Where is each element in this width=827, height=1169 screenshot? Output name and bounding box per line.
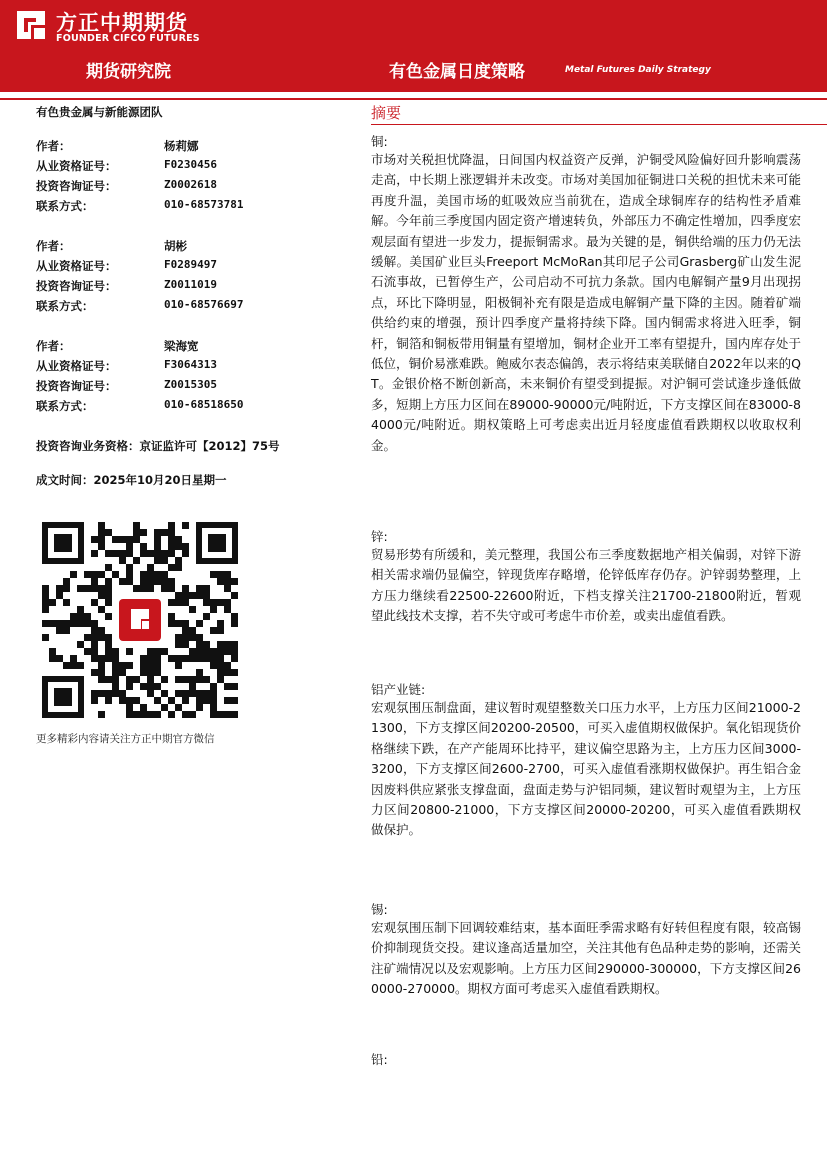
analyst-2-invest-row <box>36 278 356 296</box>
section-heading: 铜: <box>371 134 388 149</box>
contact-label: 联系方式： <box>36 199 94 213</box>
analyst-3-qual-row <box>36 358 356 376</box>
wechat-qr-code-icon[interactable] <box>42 522 238 718</box>
section-lead <box>371 1052 801 1068</box>
section-copper <box>371 134 801 456</box>
author-name: 胡彬 <box>164 239 187 253</box>
logo-chinese-name: 方正中期期货 <box>56 11 188 35</box>
section-heading: 锡: <box>371 902 388 917</box>
invest-label: 投资咨询证号： <box>36 179 117 193</box>
author-name: 梁海宽 <box>164 339 199 353</box>
contact-label: 联系方式： <box>36 399 94 413</box>
section-text: 宏观氛围压制盘面，建议暂时观望整数关口压力水平，上方压力区间21000-21300，下方支撑区间20200-20500，可买入虚值期权做保护。氧化铝现货价格继续下跌，在产产能周环比持平，建议偏空思路为主，上方压力区间3000-3200，下方支撑区间2600-2700，可买入虚值看涨期权做保护。再生铝合金因废料供应紧张支撑盘面，盘面走势与沪铝同频，建议暂时观望为主，上方压力区间20800-21000，下方支撑区间20000-20200，可买入虚值看跌期权做保护。 <box>371 700 801 838</box>
contact-label: 联系方式： <box>36 299 94 313</box>
analyst-1-qual-row <box>36 158 356 176</box>
section-heading: 锌: <box>371 529 388 544</box>
analyst-1-author-row <box>36 138 356 156</box>
section-heading: 铝产业链: <box>371 682 426 697</box>
analyst-3-contact-row <box>36 398 356 416</box>
analyst-3-invest-row <box>36 378 356 396</box>
contact-phone: 010-68576697 <box>164 298 244 311</box>
license-info: 投资咨询业务资格：京证监许可【2012】75号 <box>36 439 280 453</box>
abstract-divider <box>371 124 827 125</box>
qual-label: 从业资格证号： <box>36 159 117 173</box>
analyst-2-contact-row <box>36 298 356 316</box>
invest-number: Z0015305 <box>164 378 217 391</box>
author-label: 作者： <box>36 239 71 253</box>
logo-english-name: FOUNDER CIFCO FUTURES <box>56 33 200 44</box>
contact-phone: 010-68518650 <box>164 398 244 411</box>
abstract-title: 摘要 <box>371 104 402 122</box>
invest-label: 投资咨询证号： <box>36 279 117 293</box>
section-text: 贸易形势有所缓和，美元整理，我国公布三季度数据地产相关偏弱，对锌下游相关需求端仍显偏空，锌现货库存略增，伦锌低库存仍存。沪锌弱势整理，上方压力继续看22500-22600附近，下档支撑关注21700-21800附近，暂观望此线技术支撑，若不失守或可考虑牛市价差，或卖出虚值看跌。 <box>371 547 801 624</box>
invest-label: 投资咨询证号： <box>36 379 117 393</box>
team-name: 有色贵金属与新能源团队 <box>36 105 163 119</box>
contact-phone: 010-68573781 <box>164 198 244 211</box>
author-name: 杨莉娜 <box>164 139 199 153</box>
invest-number: Z0011019 <box>164 278 217 291</box>
qr-caption: 更多精彩内容请关注方正中期官方微信 <box>36 733 215 745</box>
author-label: 作者： <box>36 139 71 153</box>
section-aluminum-chain <box>371 682 801 841</box>
qual-number: F0230456 <box>164 158 217 171</box>
section-zinc <box>371 529 801 627</box>
qual-label: 从业资格证号： <box>36 259 117 273</box>
header-divider <box>0 98 827 100</box>
invest-number: Z0002618 <box>164 178 217 191</box>
section-text: 宏观氛围压制下回调较难结束，基本面旺季需求略有好转但程度有限，较高锡价抑制现货交投。建议逢高适量加空，关注其他有色品种走势的影响，还需关注矿端情况以及宏观影响。上方压力区间290000-300000，下方支撑区间260000-270000。期权方面可考虑买入虚值看跌期权。 <box>371 920 801 997</box>
qual-label: 从业资格证号： <box>36 359 117 373</box>
author-label: 作者： <box>36 339 71 353</box>
department-name: 期货研究院 <box>86 62 171 82</box>
founder-logo-icon <box>14 8 48 42</box>
qual-number: F3064313 <box>164 358 217 371</box>
analyst-1-contact-row <box>36 198 356 216</box>
report-header <box>0 0 827 92</box>
publish-date: 成文时间：2025年10月20日星期一 <box>36 473 227 487</box>
analyst-2-author-row <box>36 238 356 256</box>
analyst-3-author-row <box>36 338 356 356</box>
report-title: 有色金属日度策略 <box>389 62 525 82</box>
qual-number: F0289497 <box>164 258 217 271</box>
section-tin <box>371 902 801 1000</box>
analyst-1-invest-row <box>36 178 356 196</box>
analyst-2-qual-row <box>36 258 356 276</box>
report-subtitle: Metal Futures Daily Strategy <box>565 65 711 75</box>
section-heading: 铅: <box>371 1052 388 1067</box>
section-text: 市场对关税担忧降温，日间国内权益资产反弹，沪铜受风险偏好回升影响震荡走高，中长期上涨逻辑并未改变。市场对美国加征铜进口关税的担忧未来可能再度升温，美国市场的虹吸效应当前犹在，造成全球铜库存的结构性矛盾难解。今年前三季度国内固定资产增速转负，外部压力不确定性增加，四季度宏观层面有望进一步发力，提振铜需求。最为关键的是，铜供给端的压力仍无法缓解。美国矿业巨头Freeport McMoRan其印尼子公司Grasberg矿山发生泥石流事故，已暂停生产，公司启动不可抗力条款。国内电解铜产量9月出现拐点，环比下降明显，阳极铜补充有限是造成电解铜产量下降的主因。随着矿端供给约束的增强，预计四季度产量将持续下降。国内铜需求将进入旺季，铜杆，铜箔和铜板带用铜量有望增加，铜材企业开工率有望提升，国内库存处于低位，铜价易涨难跌。鲍威尔表态偏鸽，表示将结束美联储自2022年以来的QT。金银价格不断创新高，未来铜价有望受到提振。对沪铜可尝试逢步逢低做多，短期上方压力区间在89000-90000元/吨附近，下方支撑区间在83000-84000元/吨附近。期权策略上可考虑卖出近月轻度虚值看跌期权以收取权利金。 <box>371 152 801 453</box>
